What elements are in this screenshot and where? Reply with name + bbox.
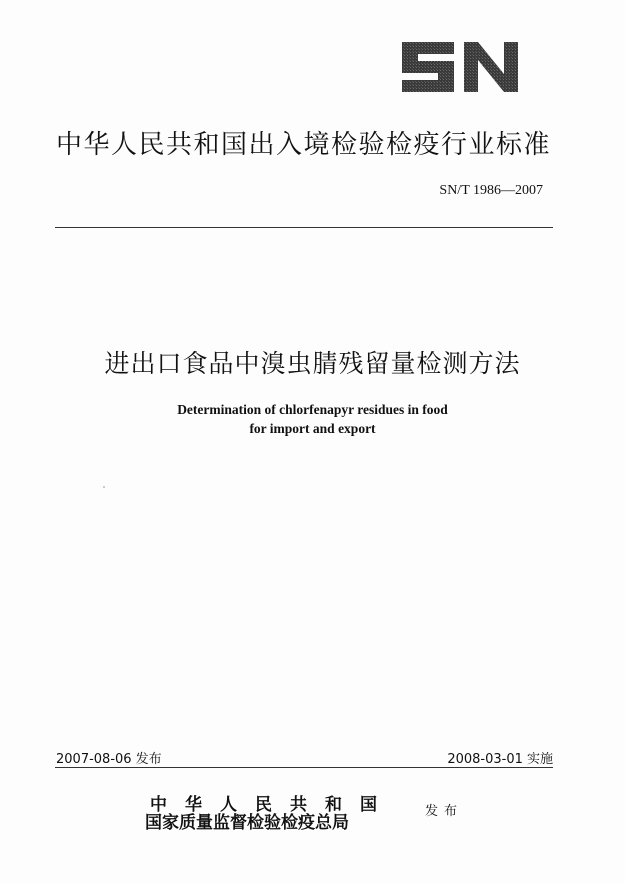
english-title-line-1: Determination of chlorfenapyr residues in food bbox=[177, 402, 448, 417]
issue-date: 2007-08-06 发布 bbox=[56, 752, 162, 767]
document-title-english bbox=[0, 400, 625, 438]
sn-logo bbox=[398, 34, 522, 98]
english-title-line-2: for import and export bbox=[249, 421, 376, 436]
issuing-authority-title: 中华人民共和国出入境检验检疫行业标准 bbox=[56, 130, 552, 160]
top-divider bbox=[55, 227, 553, 228]
issuer-line-1: 中华人民共和国 bbox=[150, 795, 395, 815]
document-title-chinese: 进出口食品中溴虫腈残留量检测方法 bbox=[104, 349, 521, 378]
bottom-divider bbox=[55, 767, 553, 768]
issuer-line-2: 国家质量监督检验检疫总局 bbox=[145, 813, 349, 833]
implementation-date: 2008-03-01 实施 bbox=[447, 752, 553, 767]
publish-label: 发布 bbox=[425, 804, 464, 819]
scan-speck bbox=[103, 486, 105, 488]
standard-number: SN/T 1986—2007 bbox=[439, 183, 543, 198]
